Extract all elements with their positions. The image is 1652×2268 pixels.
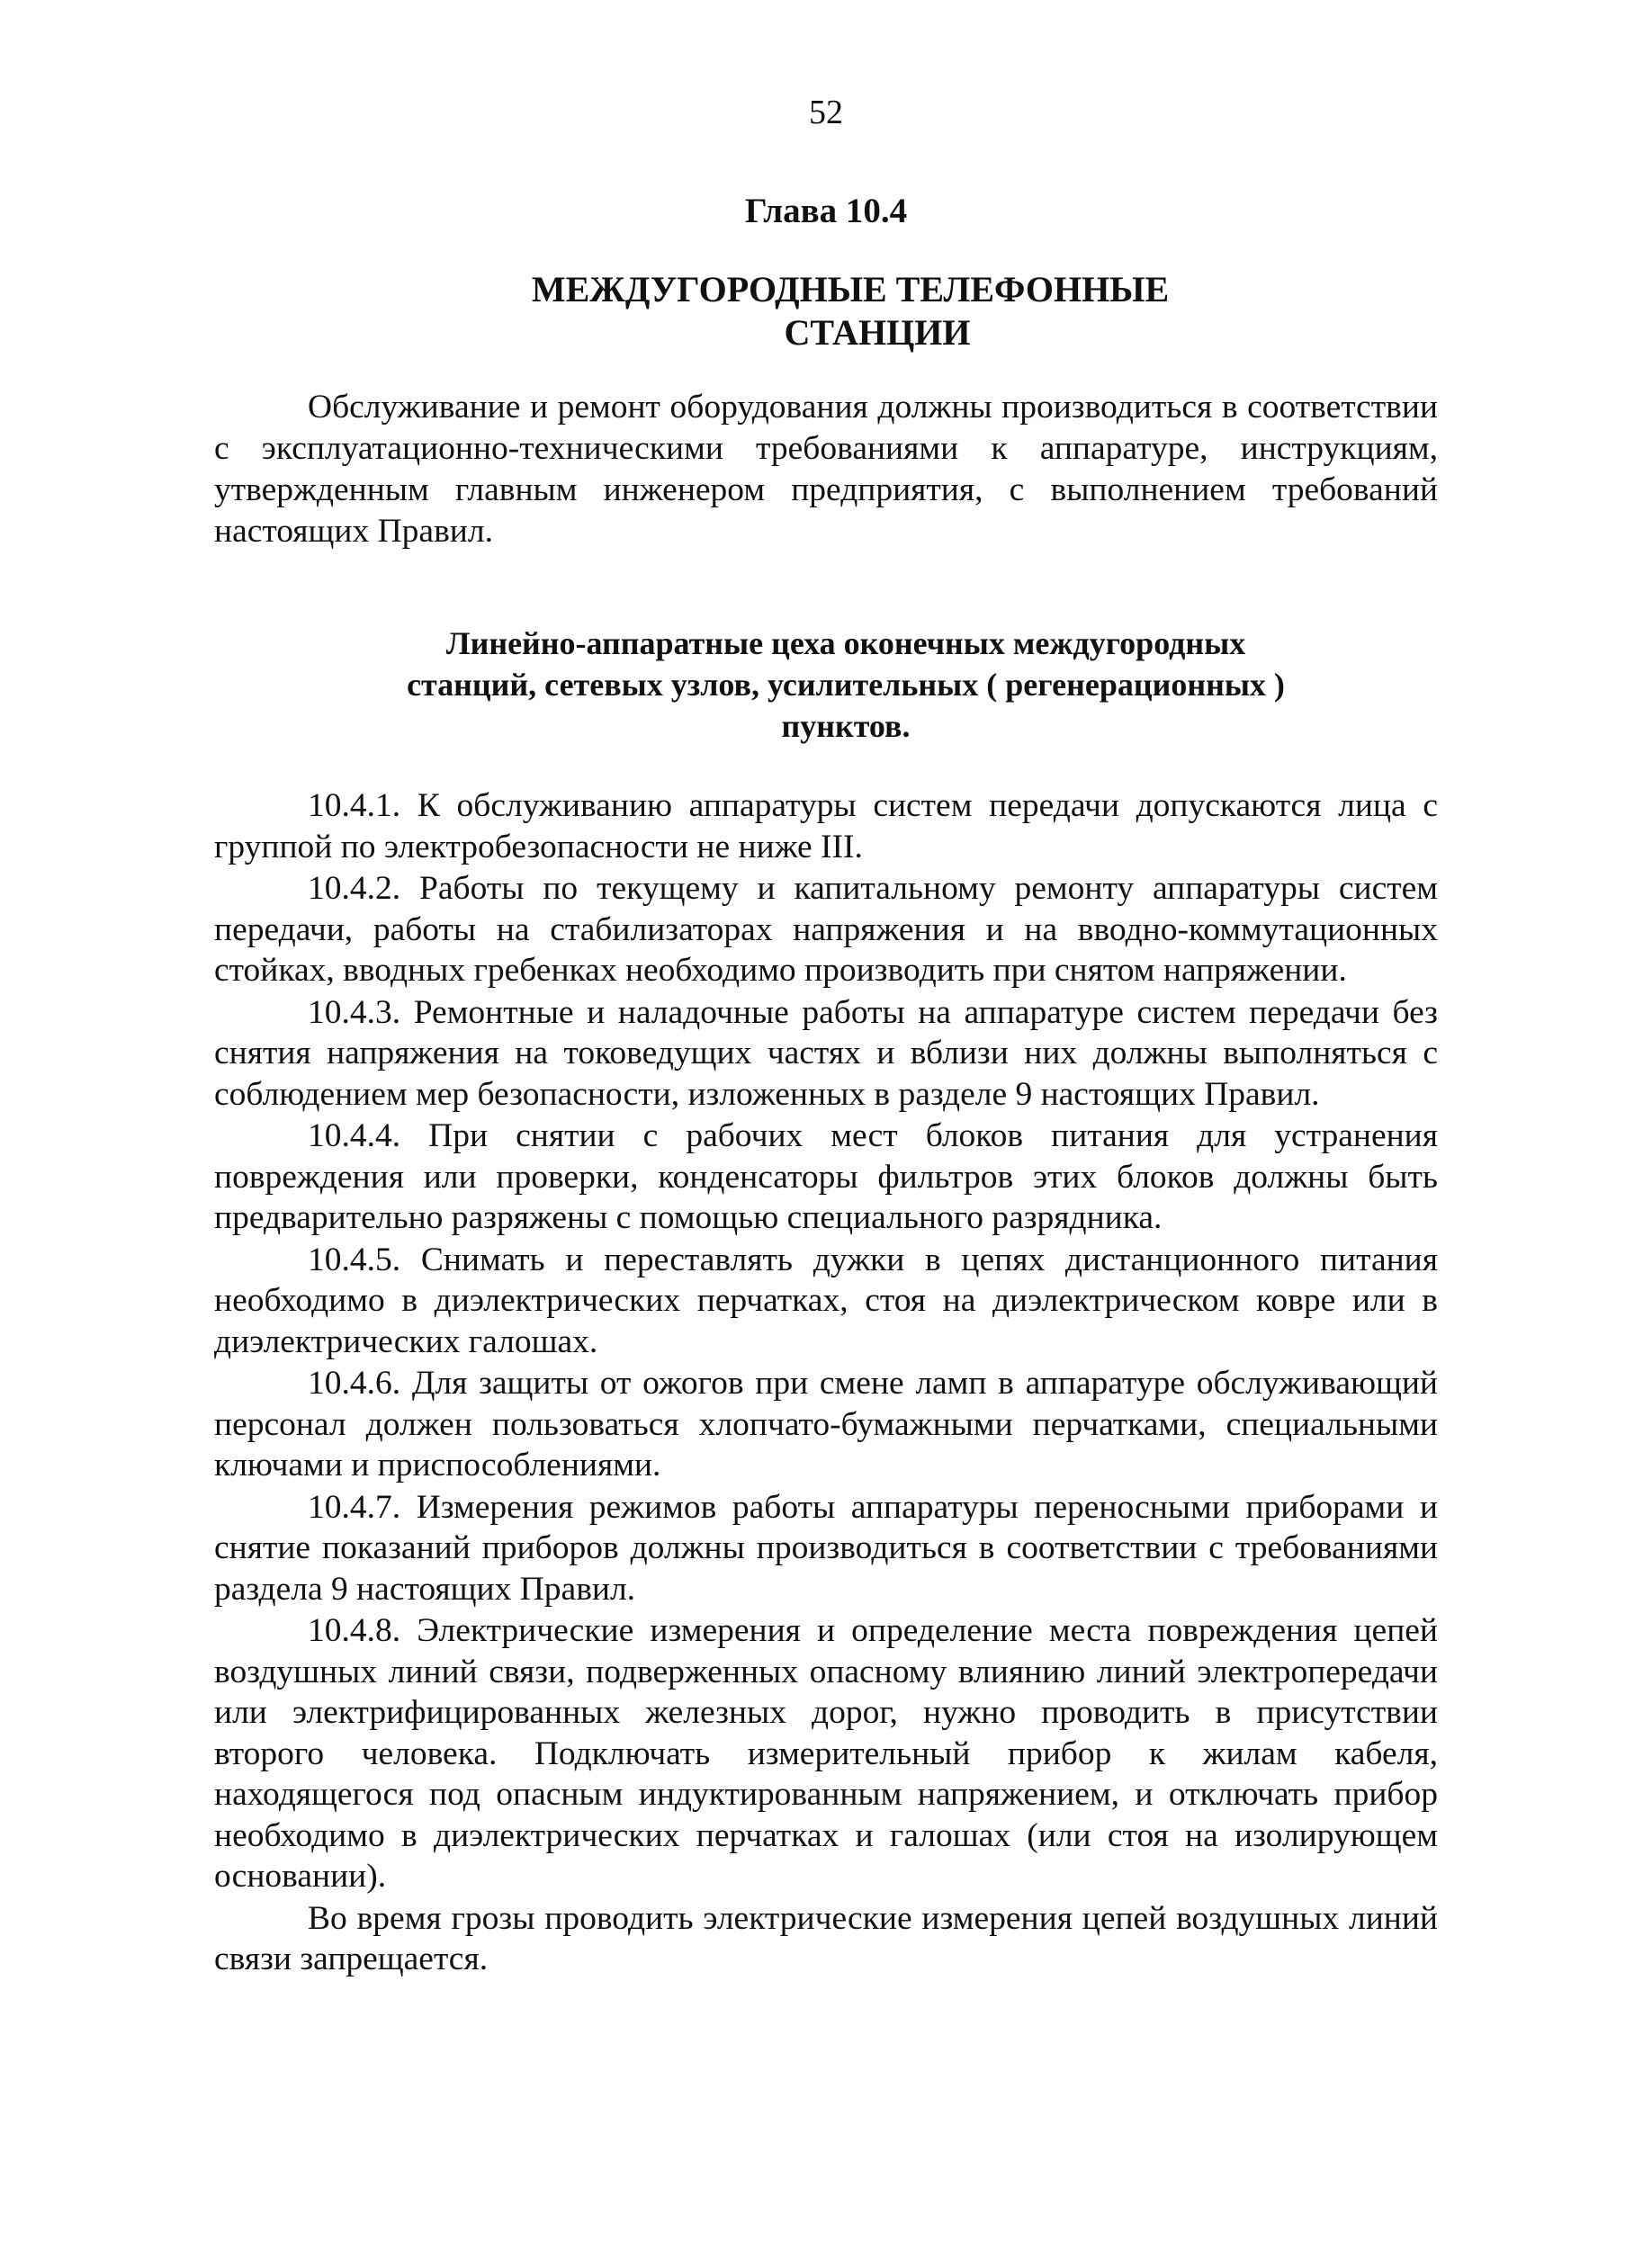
section-heading-line-3: пунктов.	[781, 708, 911, 744]
chapter-title-line-2: СТАНЦИИ	[784, 312, 971, 353]
chapter-title-line-1: МЕЖДУГОРОДНЫЕ ТЕЛЕФОННЫЕ	[531, 269, 1170, 309]
clause-10-4-6: 10.4.6. Для защиты от ожогов при смене ламп в аппаратуре обслуживающий персонал должен пользоваться хлопчато-бумажными перчатками, специальными ключами и приспособлениями.	[214, 1365, 1438, 1484]
clause-list	[214, 785, 1438, 1981]
clause-10-4-5: 10.4.5. Снимать и переставлять дужки в цепях дистанционного питания необходимо в диэлектрических перчатках, стоя на диэлектрическом ковре или в диэлектрических галошах.	[214, 1241, 1438, 1360]
clause-10-4-8: 10.4.8. Электрические измерения и определение места повреждения цепей воздушных линий связи, подверженных опасному влиянию линий электропередачи или электрифицированных железных дорог, нужно проводить в присутствии второго человека. Подключать измерительный прибор к жилам кабеля, находящегося под опасным индуктированным напряжением, и отключать прибор необходимо в диэлектрических перчатках и галошах (или стоя на изолирующем основании).	[214, 1612, 1438, 1895]
section-heading-line-2: станций, сетевых узлов, усилительных ( регенерационных )	[407, 667, 1285, 703]
clause-10-4-1: 10.4.1. К обслуживанию аппаратуры систем передачи допускаются лица с группой по электробезопасности не ниже III.	[214, 787, 1438, 865]
section-heading	[342, 623, 1350, 747]
section-heading-line-1: Линейно-аппаратные цеха оконечных междугородных	[445, 625, 1246, 661]
clause-10-4-3: 10.4.3. Ремонтные и наладочные работы на аппаратуре систем передачи без снятия напряжения на токоведущих частях и вблизи них должны выполняться с соблюдением мер безопасности, изложенных в разделе 9 настоящих Правил.	[214, 993, 1438, 1113]
clause-thunderstorm-note: Во время грозы проводить электрические измерения цепей воздушных линий связи запрещается.	[214, 1899, 1438, 1977]
clause-10-4-4: 10.4.4. При снятии с рабочих мест блоков питания для устранения повреждения или проверки, конденсаторы фильтров этих блоков должны быть предварительно разряжены с помощью специального разрядника.	[214, 1117, 1438, 1236]
clause-10-4-2: 10.4.2. Работы по текущему и капитальному ремонту аппаратуры систем передачи, работы на стабилизаторах напряжения и на вводно-коммутационных стойках, вводных гребенках необходимо производить при снятом напряжении.	[214, 870, 1438, 989]
clause-10-4-7: 10.4.7. Измерения режимов работы аппаратуры переносными приборами и снятие показаний приборов должны производиться в соответствии с требованиями раздела 9 настоящих Правил.	[214, 1488, 1438, 1608]
page-number: 52	[809, 94, 843, 131]
chapter-heading: Глава 10.4	[744, 192, 908, 230]
intro-paragraph: Обслуживание и ремонт оборудования должны производиться в соответствии с эксплуатационно-техническими требованиями к аппаратуре, инструкциям, утвержденным главным инженером предприятия, с выполнением требований настоящих Правил.	[214, 389, 1438, 550]
chapter-title	[360, 268, 1341, 354]
